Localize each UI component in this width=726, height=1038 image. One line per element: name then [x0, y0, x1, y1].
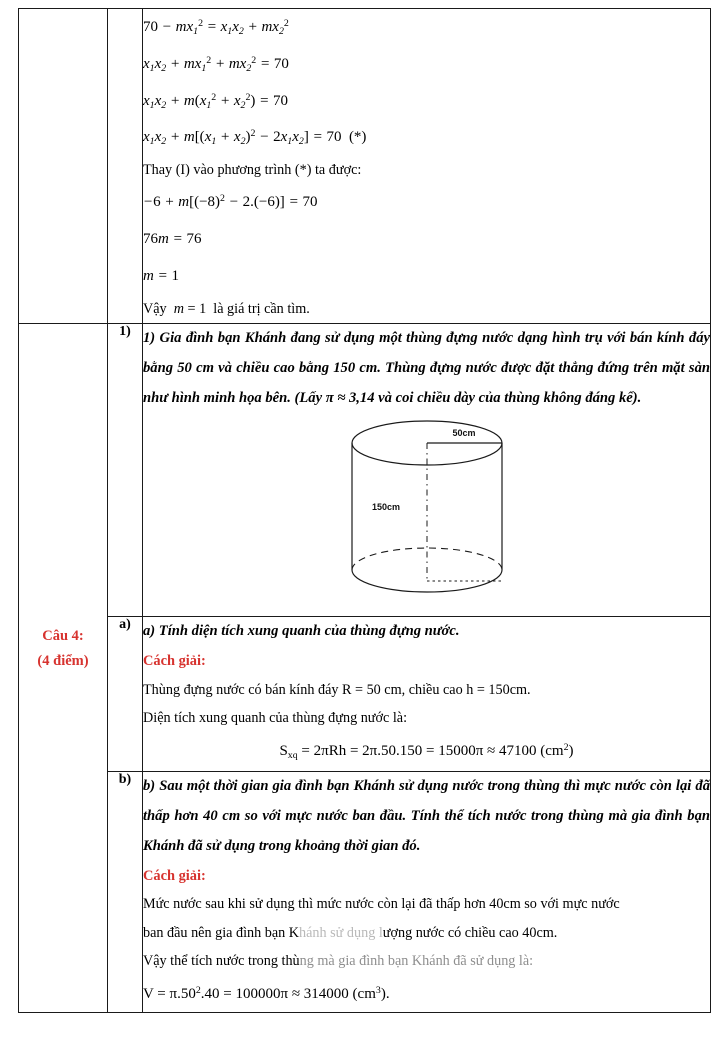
part-b-line-2-end: ượng nước có chiều cao 40cm.	[382, 924, 558, 941]
part-marker-a: a)	[108, 616, 143, 771]
height-label: 150cm	[371, 501, 400, 512]
part-b-line-3	[143, 947, 710, 975]
question-number-line1: Câu 4:	[42, 628, 84, 645]
equation-line: $70 - mx_1^2 = x_1x_2 + mx_2^2$	[143, 17, 289, 37]
table-row	[19, 771, 711, 1013]
substitution-text: Thay (I) vào phương trình (*) ta được:	[143, 162, 362, 178]
equation-line: $x_1x_2 + mx_1^2 + mx_2^2 = 70$	[143, 54, 289, 74]
part-b-line-1: Mức nước sau khi sử dụng thì mức nước còn lại đã thấp hơn 40cm so với mực nước	[143, 896, 620, 913]
part-a-body-cell	[143, 616, 711, 771]
part-a-formula: $S_{xq} = 2\pi Rh = 2\pi.50.150 = 15000\pi \approx 47100$ $(cm^2)$	[279, 742, 574, 762]
solution-continuation-cell	[143, 9, 711, 324]
question-number-line2: (4 điểm)	[37, 653, 89, 670]
equation-line: $-6 + m[(-8)^2 - 2.(-6)] = 70$	[143, 193, 318, 211]
part-b-line-3-faded: ng mà gia đình bạn Khánh đã sử dụng là:	[299, 953, 534, 970]
exam-answer-table	[18, 8, 711, 1013]
part-marker-1: 1)	[108, 324, 143, 617]
equation-line: $x_1x_2 + m[(x_1 + x_2)^2 - 2x_1x_2] = 70$ (*)	[143, 128, 367, 148]
part-b-line-2	[143, 919, 710, 947]
part-b-formula: $V = \pi.50^2.40 = 100000\pi \approx 314000$ $(cm^3)$.	[143, 984, 390, 1002]
part-a-line-1: Thùng đựng nước có bán kính đáy R = 50 cm, chiều cao h = 150cm.	[143, 681, 531, 698]
part-b-solution-heading: Cách giải:	[143, 867, 206, 884]
equation-line: m = 1	[143, 267, 179, 284]
equation-line: 76m = 76	[143, 231, 202, 248]
part-a-question: a) Tính diện tích xung quanh của thùng đựng nước.	[143, 622, 460, 639]
conclusion-text: Vậy m = 1 là giá trị cần tìm.	[143, 300, 310, 317]
cylinder-figure	[143, 414, 710, 604]
cylinder-diagram-svg	[322, 420, 532, 600]
part1-statement: 1) Gia đình bạn Khánh đang sử dụng một thùng đựng nước dạng hình trụ với bán kính đáy bằng 50 cm và chiều cao bằng 150 cm. Thùng đựng nước được đặt thẳng đứng trên mặt sàn như hình minh họa bên. (Lấy π ≈ 3,14 và coi chiều dày của thùng không đáng kể).	[143, 330, 710, 406]
part-b-question: b) Sau một thời gian gia đình bạn Khánh sử dụng nước trong thùng thì mực nước còn lại đã thấp hơn 40 cm so với mực nước ban đầu. Tính thể tích nước trong thùng mà gia đình bạn Khánh đã sử dụng trong khoảng thời gian đó.	[143, 777, 710, 854]
part-b-body-cell	[143, 771, 711, 1013]
part-a-solution-heading: Cách giải:	[143, 652, 206, 669]
marker-cell-empty	[108, 9, 143, 324]
part-b-line-3-start: Vậy thể tích nước trong thù	[143, 953, 300, 970]
part-a-line-2: Diện tích xung quanh của thùng đựng nước là:	[143, 709, 408, 726]
equation-line: $x_1x_2 + m(x_1^2 + x_2^2) = 70$	[143, 91, 289, 111]
part-b-line-2-start: ban đầu nên gia đình bạn K	[143, 924, 300, 941]
part-b-line-2-faded: hánh sử dụng l	[299, 924, 383, 941]
cylinder-bottom-back-arc	[352, 548, 502, 570]
table-row	[19, 324, 711, 617]
question-number-cell	[19, 324, 108, 1013]
question-label-cell-empty	[19, 9, 108, 324]
part-marker-b: b)	[108, 771, 143, 1013]
table-row	[19, 9, 711, 324]
table-row	[19, 616, 711, 771]
radius-label: 50cm	[451, 427, 476, 438]
part1-body-cell	[143, 324, 711, 617]
